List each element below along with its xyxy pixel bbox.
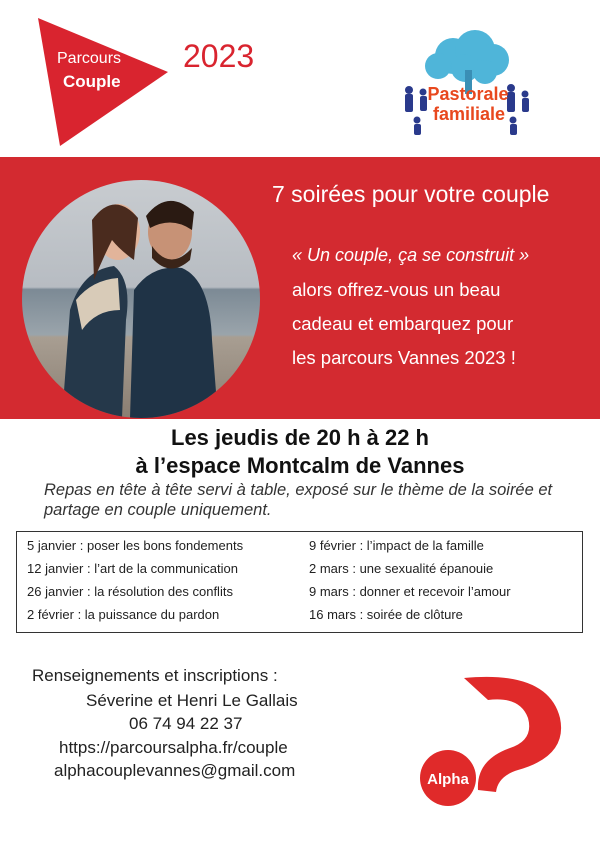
schedule-item: 9 février : l’impact de la famille xyxy=(309,538,484,553)
schedule-box xyxy=(16,531,583,633)
year-heading: 2023 xyxy=(183,38,255,74)
band-line: alors offrez-vous un beau xyxy=(292,279,501,300)
schedule-item: 2 mars : une sexualité épanouie xyxy=(309,561,494,576)
band-quote: « Un couple, ça se construit » xyxy=(292,245,530,265)
schedule-item: 12 janvier : l’art de la communication xyxy=(27,561,238,576)
repas-description: Repas en tête à tête servi à table, exposé sur le thème de la soirée et partage en couple uniquement. xyxy=(44,481,553,519)
contact-email[interactable]: alphacouplevannes@gmail.com xyxy=(54,761,296,780)
alpha-logo xyxy=(418,670,570,820)
schedule-item: 26 janvier : la résolution des conflits xyxy=(27,584,233,599)
band-line: les parcours Vannes 2023 ! xyxy=(292,347,516,368)
logo-parcours-text: Parcours xyxy=(57,50,122,67)
schedule-item: 16 mars : soirée de clôture xyxy=(309,607,463,622)
schedule-item: 5 janvier : poser les bons fondements xyxy=(27,538,244,553)
svg-text:Alpha: Alpha xyxy=(427,771,469,788)
contact-names: Séverine et Henri Le Gallais xyxy=(86,691,298,710)
svg-text:familiale: familiale xyxy=(432,104,506,124)
band-title: 7 soirées pour votre couple xyxy=(272,181,550,207)
couple-photo xyxy=(22,180,260,418)
contact-url[interactable]: https://parcoursalpha.fr/couple xyxy=(59,738,288,757)
schedule-time: Les jeudis de 20 h à 22 h xyxy=(171,425,429,450)
logo-couple-text: Couple xyxy=(63,72,121,91)
band-line: cadeau et embarquez pour xyxy=(292,313,514,334)
pastorale-familiale-logo xyxy=(393,28,543,136)
schedule-item: 2 février : la puissance du pardon xyxy=(27,607,220,622)
contact-heading: Renseignements et inscriptions : xyxy=(32,666,278,685)
contact-phone: 06 74 94 22 37 xyxy=(129,714,243,733)
schedule-item: 9 mars : donner et recevoir l’amour xyxy=(309,584,511,599)
schedule-location: à l’espace Montcalm de Vannes xyxy=(135,453,465,478)
svg-text:Pastorale: Pastorale xyxy=(427,84,509,104)
